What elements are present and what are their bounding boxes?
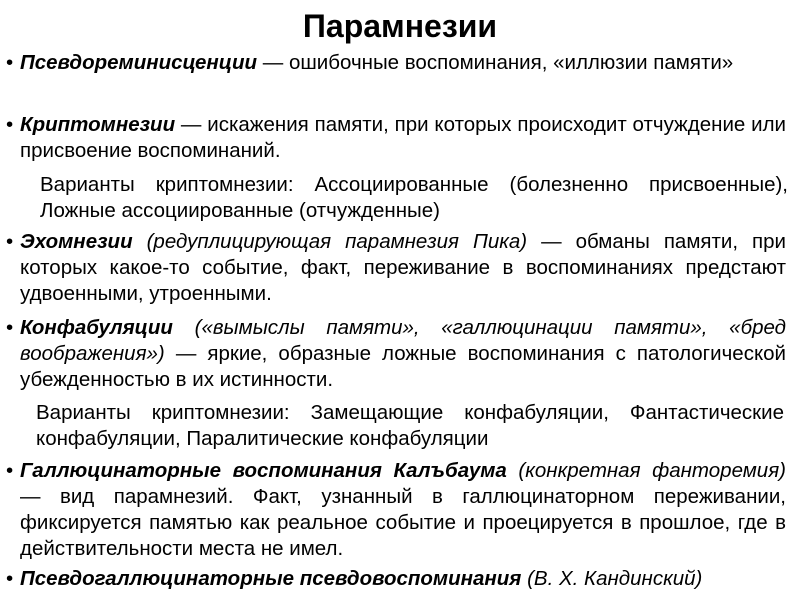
term-note: («вымыслы памяти», «галлюцинации памяти», «бред воображения») bbox=[20, 316, 786, 365]
bullet-icon: • bbox=[6, 230, 14, 253]
term-note: (конкретная фанторемия) bbox=[506, 459, 786, 482]
bullet-icon: • bbox=[6, 316, 14, 339]
bullet-icon: • bbox=[6, 459, 14, 482]
list-item-cryptomnesia bbox=[6, 112, 786, 164]
term: Криптомнезии bbox=[20, 113, 176, 136]
definition: — ошибочные воспоминания, «иллюзии памяти» bbox=[257, 51, 734, 74]
list-item-echomnesia bbox=[6, 229, 786, 307]
list-item-confabulation bbox=[6, 315, 786, 393]
term: Галлюцинаторные воспоминания Калъбаума bbox=[20, 459, 507, 482]
bullet-icon: • bbox=[6, 51, 14, 74]
cryptomnesia-variants: Варианты криптомнезии: Ассоциированные (болезненно присвоенные), Ложные ассоциированные (отчужденные) bbox=[40, 173, 788, 222]
confabulation-variants: Варианты криптомнезии: Замещающие конфабуляции, Фантастические конфабуляции, Паралитические конфабуляции bbox=[36, 401, 784, 450]
term: Псевдореминисценции bbox=[20, 51, 258, 74]
definition: — обманы памяти, при которых какое-то событие, факт, переживание в воспоминаниях предстают удвоенными, утроенными. bbox=[20, 230, 786, 305]
list-item-kahlbaum bbox=[6, 458, 786, 562]
bullet-icon: • bbox=[6, 113, 14, 136]
term-note: (редуплицирующая парамнезия Пика) bbox=[132, 230, 528, 253]
term: Конфабуляции bbox=[20, 316, 173, 339]
list-item-pseudoreminiscence bbox=[6, 50, 786, 76]
term: Эхомнезии bbox=[20, 230, 133, 253]
definition: — искажения памяти, при которых происходит отчуждение или присвоение воспоминаний. bbox=[20, 113, 786, 162]
definition: — яркие, образные ложные воспоминания с патологической убежденностью в их истинности. bbox=[20, 342, 786, 391]
bullet-icon: • bbox=[6, 567, 14, 590]
term: Псевдогаллюцинаторные псевдовоспоминания bbox=[20, 567, 522, 590]
term-note: (В. Х. Кандинский) bbox=[521, 567, 703, 590]
definition: — вид парамнезий. Факт, узнанный в галлюцинаторном переживании, фиксируется памятью как реальное событие и проецируется в прошлое, где в действительности места не имел. bbox=[20, 485, 786, 560]
list-item-pseudohallucinatory bbox=[6, 566, 786, 592]
page-title: Парамнезии bbox=[302, 8, 498, 44]
